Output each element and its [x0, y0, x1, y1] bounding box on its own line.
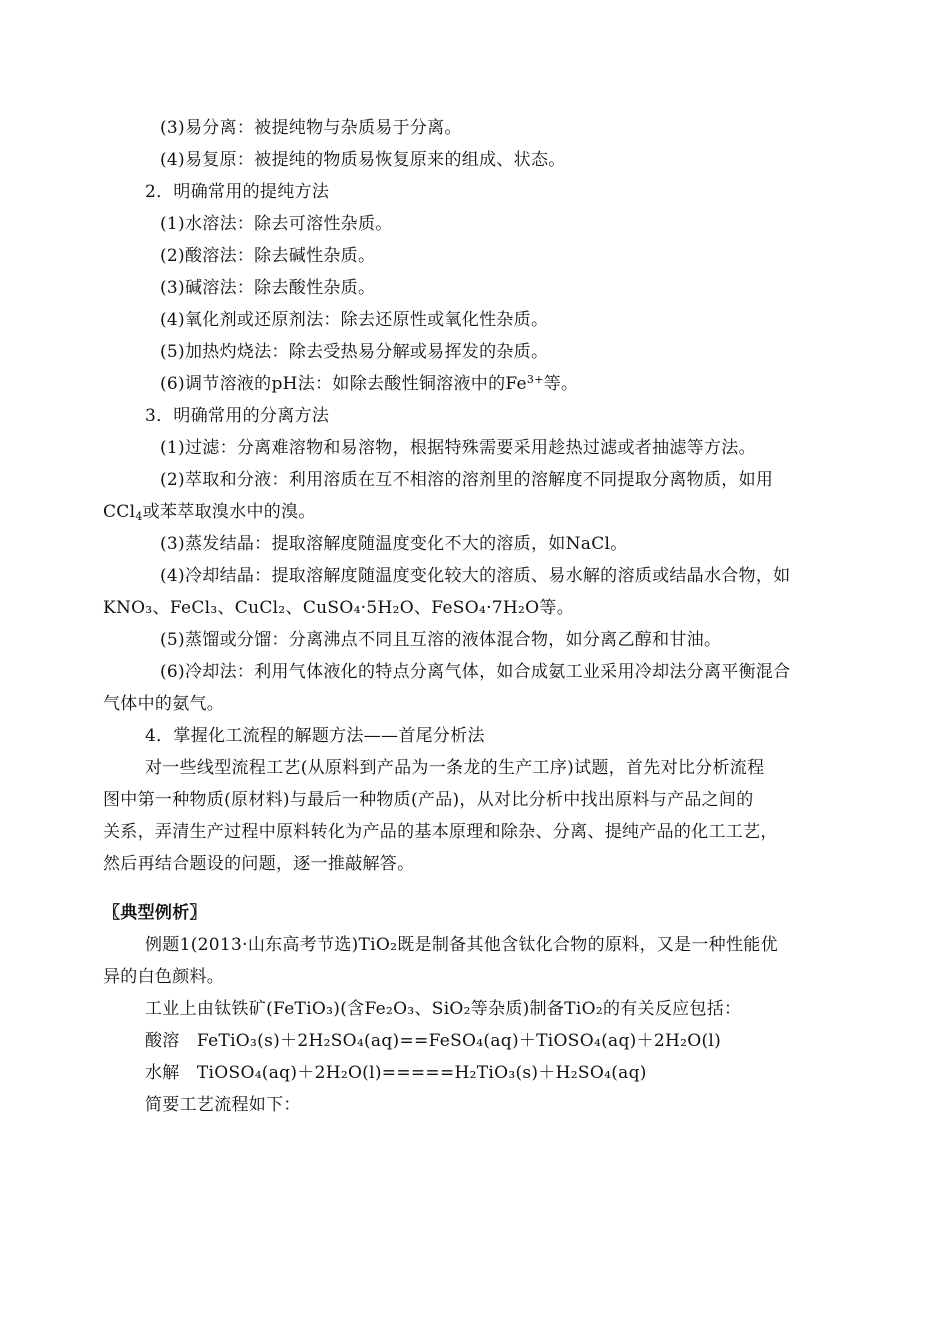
- text-line: 气体中的氨气。: [103, 694, 225, 714]
- text-line: 工业上由钛铁矿(FeTiO₃)(含Fe₂O₃、SiO₂等杂质)制备TiO₂的有关反应包括：: [145, 999, 742, 1019]
- section-heading: 3．明确常用的分离方法: [145, 406, 330, 426]
- text-line: (1)过滤：分离难溶物和易溶物，根据特殊需要采用趁热过滤或者抽滤等方法。: [160, 438, 756, 458]
- text-line: (4)易复原：被提纯的物质易恢复原来的组成、状态。: [160, 150, 566, 170]
- text-run: 或苯萃取溴水中的溴。: [142, 502, 316, 522]
- text-line: (1)水溶法：除去可溶性杂质。: [160, 214, 393, 234]
- text-line: 例题1(2013·山东高考节选)TiO₂既是制备其他含钛化合物的原料，又是一种性能优: [145, 935, 778, 955]
- equation-line: 酸溶 FeTiO₃(s)＋2H₂SO₄(aq)==FeSO₄(aq)＋TiOSO₄(aq)＋2H₂O(l): [145, 1031, 722, 1051]
- text-line: (3)蒸发结晶：提取溶解度随温度变化不大的溶质，如NaCl。: [160, 534, 628, 554]
- text-line: 图中第一种物质(原材料)与最后一种物质(产品)，从对比分析中找出原料与产品之间的: [103, 790, 754, 810]
- section-heading: 4．掌握化工流程的解题方法——首尾分析法: [145, 726, 485, 746]
- text-run: 等。: [543, 374, 579, 394]
- text-line: 异的白色颜料。: [103, 967, 225, 987]
- text-line: (4)氧化剂或还原剂法：除去还原性或氧化性杂质。: [160, 310, 549, 330]
- text-run: (6)调节溶液的pH法：如除去酸性铜溶液中的Fe: [160, 374, 527, 394]
- text-line: 关系，弄清生产过程中原料转化为产品的基本原理和除杂、分离、提纯产品的化工工艺，: [103, 822, 778, 842]
- text-line: (5)蒸馏或分馏：分离沸点不同且互溶的液体混合物，如分离乙醇和甘油。: [160, 630, 722, 650]
- text-line: 然后再结合题设的问题，逐一推敲解答。: [103, 854, 415, 874]
- text-line: KNO₃、FeCl₃、CuCl₂、CuSO₄·5H₂O、FeSO₄·7H₂O等。: [103, 598, 574, 618]
- text-line: (5)加热灼烧法：除去受热易分解或易挥发的杂质。: [160, 342, 549, 362]
- text-line: (6)冷却法：利用气体液化的特点分离气体，如合成氨工业采用冷却法分离平衡混合: [160, 662, 791, 682]
- text-line: [103, 501, 316, 523]
- text-line: (4)冷却结晶：提取溶解度随温度变化较大的溶质、易水解的溶质或结晶水合物，如: [160, 566, 791, 586]
- text-run: CCl: [103, 502, 136, 522]
- subscript: 4: [135, 510, 143, 523]
- example-heading: 〖典型例析〗: [103, 903, 207, 923]
- text-line: (3)碱溶法：除去酸性杂质。: [160, 278, 376, 298]
- text-line: (2)萃取和分液：利用溶质在互不相溶的溶剂里的溶解度不同提取分离物质，如用: [160, 470, 774, 490]
- text-line: (2)酸溶法：除去碱性杂质。: [160, 246, 376, 266]
- text-line: (3)易分离：被提纯物与杂质易于分离。: [160, 118, 462, 138]
- equation-line: 水解 TiOSO₄(aq)＋2H₂O(l)=====H₂TiO₃(s)＋H₂SO₄(aq): [145, 1063, 647, 1083]
- section-heading: 2．明确常用的提纯方法: [145, 182, 330, 202]
- text-line: [160, 373, 578, 395]
- superscript: 3+: [526, 373, 544, 386]
- text-line: 对一些线型流程工艺(从原料到产品为一条龙的生产工序)试题，首先对比分析流程: [145, 758, 765, 778]
- text-line: 简要工艺流程如下：: [145, 1095, 301, 1115]
